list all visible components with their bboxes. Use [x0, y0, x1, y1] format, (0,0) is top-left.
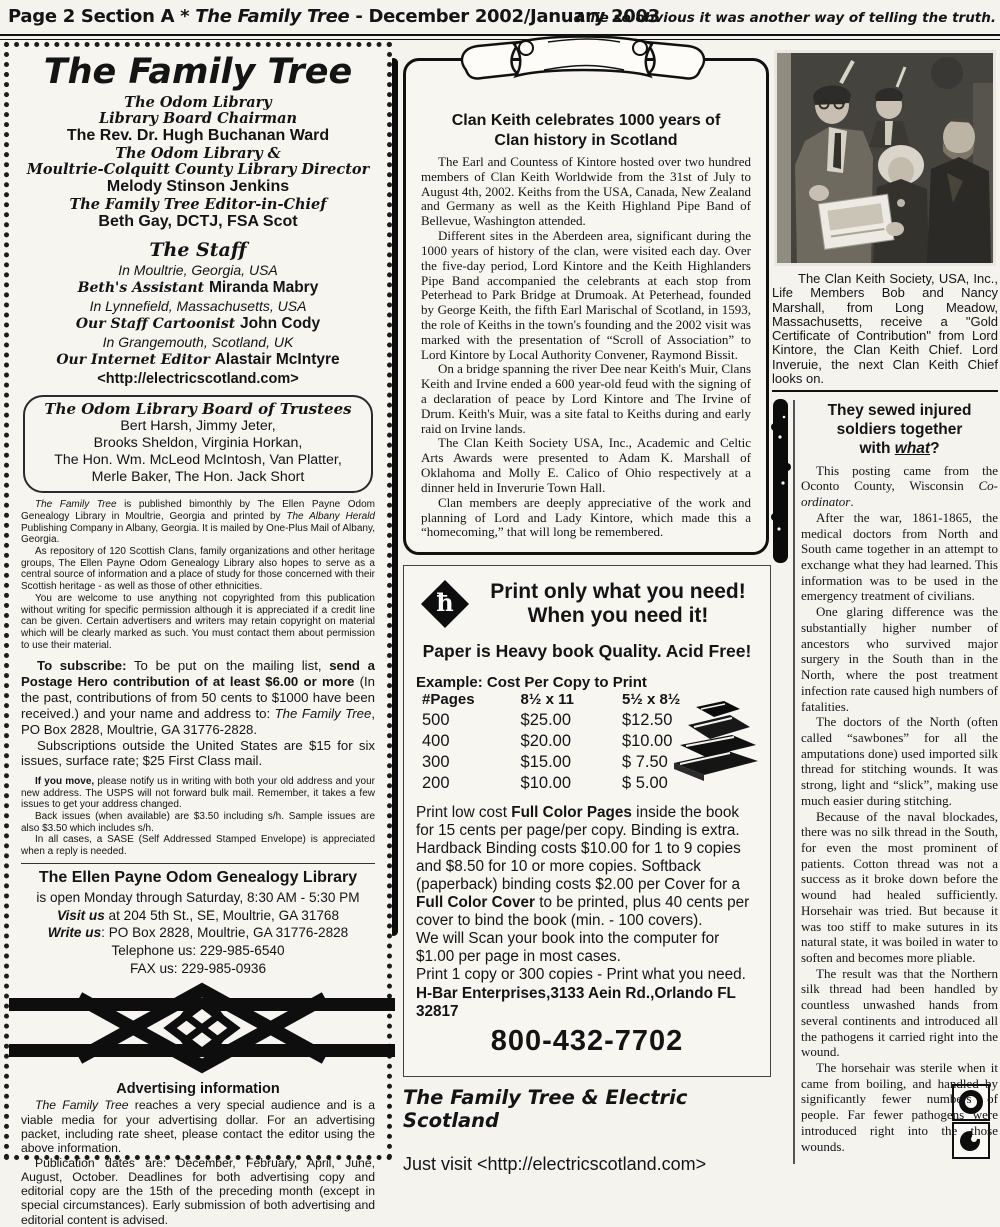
table-header-row — [416, 691, 680, 710]
article-title-line1: They sewed injured — [827, 402, 972, 419]
trustee-names: The Hon. Wm. McLeod McIntosh, Van Platter, — [54, 452, 342, 469]
column-rule — [793, 400, 795, 1164]
clan-keith-photo — [774, 50, 996, 266]
cell: $ 5.00 — [621, 774, 668, 793]
role-label: The Odom Library — [124, 93, 272, 111]
publication-name: The Family Tree — [195, 6, 350, 27]
text-segment: , PO Box 2828, Moultrie, GA 31776-2828. — [21, 705, 375, 737]
ad-phone-number: 800-432-7702 — [490, 1025, 684, 1058]
text-segment: with — [859, 439, 895, 457]
page-header — [0, 2, 1000, 32]
masthead-column — [4, 42, 392, 1227]
article-title-line1: Clan Keith celebrates 1000 years of — [451, 112, 721, 129]
cell: $25.00 — [520, 711, 572, 730]
cell: $12.50 — [621, 711, 673, 730]
trustee-names: Brooks Sheldon, Virginia Horkan, — [93, 435, 303, 452]
photo-image — [777, 53, 993, 263]
page-header-left — [8, 6, 660, 27]
celtic-knot-divider — [9, 982, 387, 1079]
paragraph: After the war, 1861-1865, the medical doctors from North and South came together in an attempt to exchange what they had learned. This information was to be used in the emergency treatment of civilians. — [801, 509, 998, 604]
move-lead: If you move, — [35, 776, 95, 788]
person-name: The Rev. Dr. Hugh Buchanan Ward — [66, 126, 330, 144]
emphasized-word: what — [894, 439, 931, 457]
ad-example-label: Example: Cost Per Copy to Print — [416, 674, 647, 692]
text-segment: is published bimonthly by The Ellen Payne Odom Genealogy Library in Moultrie, Georgia and printed by — [21, 499, 375, 523]
text-segment: reaches a very special audience and is a viable media for your advertising dollar. For an advertising packet, including rate sheet, please contact the editor using the above information. — [21, 1098, 376, 1156]
article-title-line3 — [801, 440, 998, 459]
text-segment: ? — [930, 439, 940, 457]
ad-body-text — [416, 804, 758, 929]
library-contact-info — [21, 863, 375, 977]
scroll-banner-icon — [448, 30, 718, 92]
paragraph: You are welcome to use anything not copyrighted from this publication without writing for specific permission although it is appreciated if a credit line can be given. Certain advertisers and writers may retain copyright on material which will be clearly marked as such. You must contact them about permission to use their material. — [21, 592, 375, 651]
celtic-knot-icon — [9, 982, 395, 1074]
printer-title-italic: The Albany Herald — [286, 511, 375, 523]
text-segment: to be printed, plus 40 cents per cover to bind the book (min. - 100 covers). — [416, 893, 750, 929]
publication-title-italic: The Family Tree — [35, 1098, 129, 1113]
library-write — [21, 924, 375, 942]
trustees-heading: The Odom Library Board of Trustees — [44, 400, 352, 419]
article-body — [801, 463, 998, 1155]
paragraph: In all cases, a SASE (Self Addressed Stamped Envelope) is appreciated when a reply is needed. — [21, 834, 375, 857]
article-title-line2: soldiers together — [836, 420, 963, 438]
paragraph: Back issues (when available) are $3.50 including s/h. Sample issues are also $3.50 which includes s/h. — [21, 810, 375, 834]
sewed-article — [801, 402, 998, 1154]
text-segment: inside the book for 15 cents per page/per copy. Binding is extra. Hardback Binding costs $10.00 for 1 to 9 copies and $8.50 for 10 or more copies. Softback (paperback) binding costs $2.00 per Cover for a — [416, 804, 741, 893]
advertising-heading: Advertising information — [116, 1080, 280, 1097]
ad-scan-text: We will Scan your book into the computer for $1.00 per page in most cases. — [416, 929, 720, 965]
cell: 500 — [422, 711, 450, 730]
coordinator-italic: Co-ordinator — [801, 478, 998, 510]
paragraph — [21, 499, 375, 546]
ink-blot-divider-icon — [770, 397, 792, 565]
staff-name: John Cody — [240, 315, 321, 333]
staff-member — [21, 279, 375, 298]
hbar-letter: ħ — [436, 588, 454, 618]
cell: $20.00 — [520, 732, 572, 751]
ad-headline — [478, 580, 758, 628]
ad-headline-line2: When you need it! — [527, 604, 709, 628]
paragraph: The doctors of the North (often called “sawbones” for all the amputations done) used imported silk thread for stitching wounds. It was strong, light and “slick”, making use much easier during stitching. — [801, 714, 998, 808]
staff-name: Miranda Mabry — [208, 279, 319, 297]
ad-headline-line1: Print only what you need! — [490, 580, 746, 603]
library-phone: Telephone us: 229-985-6540 — [111, 943, 285, 959]
price-table — [416, 691, 680, 794]
library-visit — [21, 907, 375, 925]
staff-role: Our Staff Cartoonist — [75, 316, 241, 333]
full-color-cover-bold: Full Color Cover — [416, 893, 535, 911]
paragraph — [21, 776, 375, 811]
publication-title-italic: The Family Tree — [274, 705, 372, 721]
subscription-info — [21, 658, 375, 769]
caption-text: The Clan Keith Society, USA, Inc., Life Members Bob and Nancy Marshall, from Long Meadow, Massachusetts, receive a "Gold Certificate of Contribution" from Lord Kintore, the Clan Keith Chief. Lord Inveruie, the next Clan Keith Chief looks on. — [772, 271, 998, 387]
price-table-zone — [416, 691, 758, 794]
paragraph: As repository of 120 Scottish Clans, family organizations and other heritage groups, The Ellen Payne Odom Genealogy Library also hopes to serve as a central source of information and a place of study for those concerned with their Scottish heritage - as well as those of other ethnicities. — [21, 546, 375, 593]
contribution-bold: send a Postage Hero contribution of at least $6.00 or more — [21, 658, 375, 690]
paragraph: On a bridge spanning the river Dee near Keith's Muir, Clans Keith and Irvine ended a 600 year-old feud with the signing of a declaration of peace by Lord Kintore and The Irvine of Drum. Keith's Muir, was a site fatal to Keiths during and early raid on Irvine lands. — [421, 361, 751, 436]
visit-lead: Visit us — [56, 907, 105, 923]
cell: 300 — [422, 753, 450, 772]
col-header-pages: #Pages — [422, 691, 475, 709]
clan-keith-article — [403, 58, 769, 555]
electric-scotland-footer — [403, 1086, 771, 1175]
ad-address: H-Bar Enterprises,3133 Aein Rd.,Orlando FL 32817 — [416, 984, 736, 1020]
role-label: Library Board Chairman — [98, 109, 298, 127]
page-number-section: Page 2 Section A * — [8, 6, 196, 27]
paragraph: One glaring difference was the substantially higher number of ancestors who survived major surgery in the South than in the North, where the post treatment infection rate caused high numbers of fatalities. — [801, 604, 998, 714]
publication-title-italic: The Family Tree — [35, 499, 117, 511]
staff-member — [21, 315, 375, 334]
paragraph: The Earl and Countess of Kintore hosted over two hundred members of Clan Keith Worldwide from the 31st of July to August 4th, 2002. Keiths from the USA, Canada, New Zealand and Germany as well as the Keith Highland Pipe Band of Bellevue, Washington attended. — [421, 154, 751, 229]
paragraph: Because of the naval blockades, there was no silk thread in the South, for even the most prominent of patients. Cotton thread was not a success as it broke down before the wound had healed sufficiently. Horsehair was tried. But because it was too stiff to make sutures in its natural state, it was boiled in water to soften and becomes more pliable. — [801, 808, 998, 965]
table-row — [416, 710, 680, 731]
footer-title: The Family Tree & Electric Scotland — [403, 1086, 688, 1132]
photo-caption — [772, 272, 998, 386]
person-name: Melody Stinson Jenkins — [106, 178, 290, 196]
header-motto: A lie so obvious it was another way of telling the truth. — [575, 10, 996, 26]
text-segment: please notify us in writing with both your old address and your new address. The USPS will not forward bulk mail. Remember, it takes a few issues to get your address changed. — [21, 776, 375, 811]
article-title-line2: Clan history in Scotland — [494, 132, 678, 149]
books-stack-icon — [666, 695, 762, 787]
role-label: The Family Tree Editor-in-Chief — [69, 196, 327, 214]
staff-heading: The Staff — [149, 239, 247, 262]
masthead-entry — [21, 95, 375, 233]
cell: $10.00 — [520, 774, 572, 793]
article-title — [421, 111, 751, 151]
table-row — [416, 731, 680, 752]
ad-subhead: Paper is Heavy book Quality. Acid Free! — [422, 641, 752, 662]
ad-copies-text: Print 1 copy or 300 copies - Print what you need. — [416, 966, 746, 984]
ad-header — [416, 580, 758, 628]
paragraph: Subscriptions outside the United States are $15 for six issues, surface rate; $25 First Class mail. — [21, 737, 375, 769]
paragraph: The result was that the Northern silk thread had been handled by countless unwashed hands from several continents and introduced all the pathogens it carried right into the wound. — [801, 965, 998, 1060]
text-segment: : PO Box 2828, Moultrie, GA 31776-2828 — [101, 925, 349, 941]
print-ad — [403, 565, 771, 1077]
staff-name: Alastair McIntyre — [214, 351, 340, 369]
staff-member — [21, 351, 375, 370]
address-change-info — [21, 776, 375, 857]
paragraph — [801, 463, 998, 510]
trustee-names: Merle Baker, The Hon. Jack Short — [91, 469, 305, 486]
person-name: Beth Gay, DCTJ, FSA Scot — [98, 213, 298, 231]
trustees-box — [23, 395, 373, 493]
paragraph: The Clan Keith Society USA, Inc., Academic and Celtic Arts Awards were presented to Adam K. Marshall of Oklahoma and Molly E. Calico of Ohio respectively at a dinner held in Inverurie Town Hall. — [421, 435, 751, 495]
staff-location: In Grangemouth, Scotland, UK — [102, 334, 294, 351]
cell: $ 7.50 — [621, 753, 668, 772]
text-segment: This posting came from the Oconto County, Wisconsin — [801, 462, 998, 494]
text-segment: To be put on the mailing list, — [126, 658, 330, 674]
publication-fine-print — [21, 499, 375, 651]
article-title — [801, 402, 998, 459]
table-row — [416, 773, 680, 794]
staff-role: Beth's Assistant — [77, 280, 209, 297]
paragraph: Publication dates are: December, February, April, June, August, October. Deadlines for both advertising copy and editorial copy are the 15th of the preceding month (except in special circumstances). Early submission of both advertising and editorial content is advised. — [21, 1155, 375, 1227]
library-fax: FAX us: 229-985-0936 — [129, 960, 267, 976]
text-segment: . — [850, 494, 854, 510]
issue-date: - December 2002/January 2003 — [349, 6, 660, 27]
staff-location: In Lynnefield, Massachusetts, USA — [89, 298, 307, 315]
text-segment: (In the past, contributions of from 50 cents to $1000 have been received.) and your name and address to: — [21, 674, 375, 721]
trustee-names: Bert Harsh, Jimmy Jeter, — [120, 418, 276, 435]
table-row — [416, 752, 680, 773]
cell: $10.00 — [621, 732, 673, 751]
cell: 200 — [422, 774, 450, 793]
text-segment: Print low cost — [416, 804, 512, 822]
staff-role: Our Internet Editor — [56, 352, 215, 369]
role-label: Moultrie-Colquitt County Library Director — [26, 161, 370, 179]
footer-url-text: Just visit <http://electricscotland.com> — [403, 1154, 707, 1174]
library-name: The Ellen Payne Odom Genealogy Library — [38, 869, 358, 887]
article-body — [421, 155, 751, 540]
subscribe-lead: To subscribe: — [37, 658, 127, 674]
text-segment: Publishing Company in Albany, Georgia. It is mailed by One-Plus Mail of Albany, Georgia. — [21, 522, 375, 546]
text-segment: at 204 5th St., SE, Moultrie, GA 31768 — [104, 907, 340, 923]
website-url-text: <http://electricscotland.com> — [97, 371, 299, 388]
write-lead: Write us — [47, 925, 102, 941]
paragraph: The horsehair was sterile when it came from boiling, and handled by significantly fewer numbers of people. Far fewer pathogens were introduced right into the those wounds. — [801, 1060, 998, 1154]
paragraph: Different sites in the Aberdeen area, significant during the 1000 years of history of the clan, were visited each day. Over the five-day period, Lord Kintore and the Keith Highlanders Pipe Band accompanied the celebrants at each stop from Peterhead to Park Bridge at Drumoak. At Peterhead, founded by George Keith, the fifth Earl Marischal of Scotland, in 1593, the role of Keiths in the town's founding and the 2002 visit was marked with the presentation of “Scroll of Association” to Lord Kintore by Local Authority Convener, Raymond Bissit. — [421, 228, 751, 362]
cell: 400 — [422, 732, 450, 751]
hbar-logo-icon — [422, 581, 468, 627]
full-color-pages-bold: Full Color Pages — [511, 804, 632, 822]
staff-location: In Moultrie, Georgia, USA — [118, 262, 278, 279]
masthead-title: The Family Tree — [43, 52, 353, 92]
advertising-info — [21, 1081, 375, 1227]
paragraph — [21, 1098, 375, 1155]
library-hours: is open Monday through Saturday, 8:30 AM - 5:30 PM — [36, 890, 360, 906]
col-header-letter: 8½ x 11 — [520, 691, 574, 709]
role-label: The Odom Library & — [115, 144, 281, 162]
caption-rule — [772, 390, 998, 392]
paragraph: Clan members are deeply appreciative of the work and planning of Lord and Lady Kintore, which made this a “homecoming,” that will long be remembered. — [421, 494, 751, 540]
col-header-half: 5½ x 8½ — [621, 691, 681, 709]
paragraph — [21, 658, 375, 737]
cell: $15.00 — [520, 753, 572, 772]
staff-section — [21, 240, 375, 388]
